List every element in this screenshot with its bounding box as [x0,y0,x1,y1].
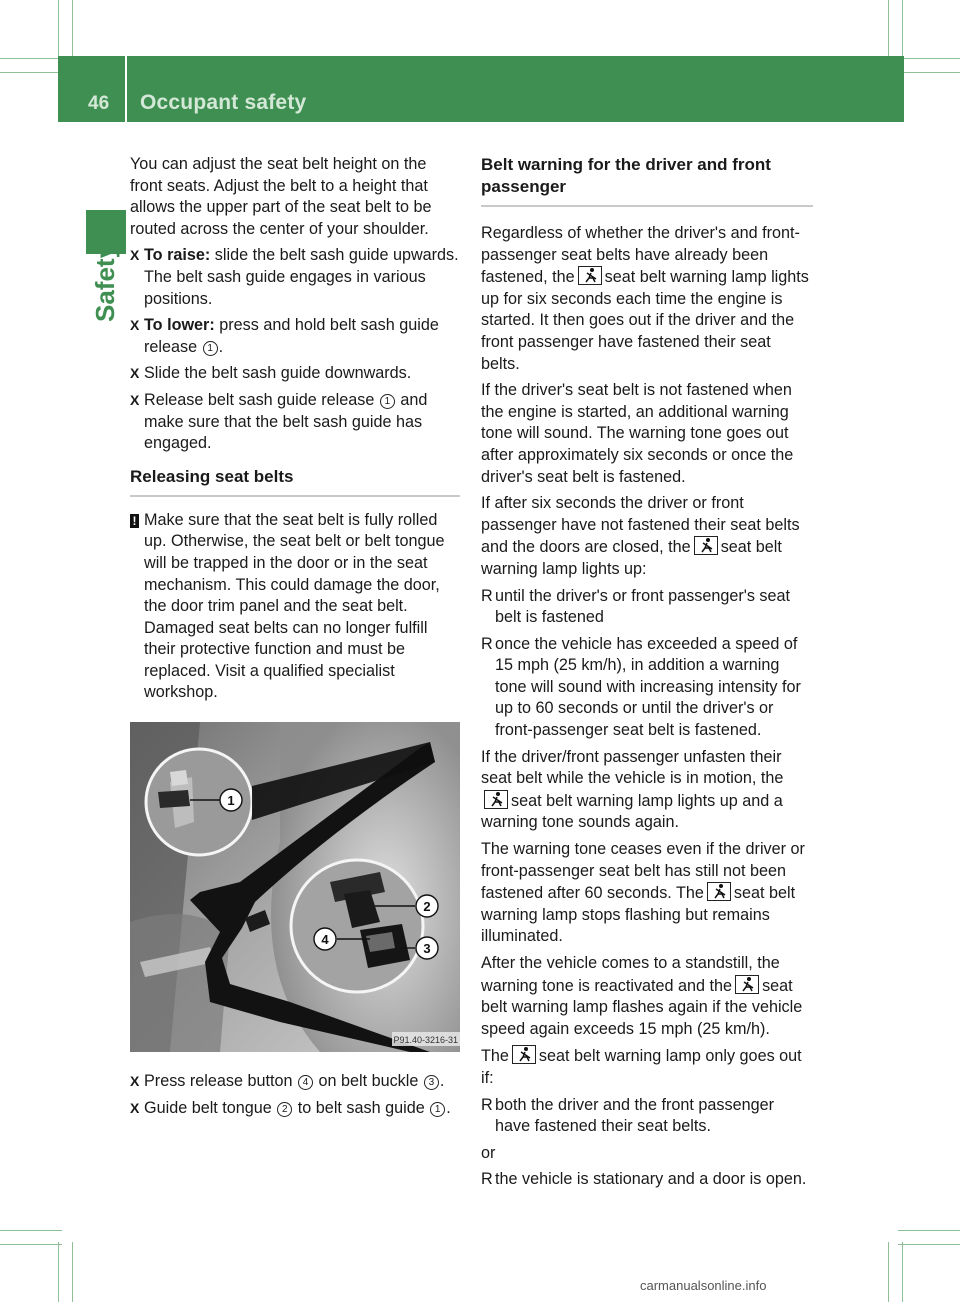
releasing-heading: Releasing seat belts [130,466,460,497]
paragraph [481,493,813,580]
list-item [481,634,813,742]
step-body: slide the belt sash guide upwards. The belt sash guide engages in various positions. [144,246,459,308]
page-number: 46 [88,93,110,114]
crop-mark [898,1244,960,1245]
callout-ref: 3 [424,1075,439,1090]
paragraph [481,953,813,1040]
crop-mark [888,0,889,62]
list-item-text: once the vehicle has exceeded a speed of 15 mph (25 km/h), in addition a warning tone will sound with increasing intensity for up to 60 seconds or until the driver's or front-passenger seat belt is fastened. [495,634,801,740]
step-body: Press release button [144,1072,297,1091]
crop-mark [902,0,903,62]
step-text [144,315,460,358]
seat-belt-warning-lamp-icon [735,975,759,994]
text-run: seat belt warning lamp lights up and a warning tone sounds again. [481,791,783,832]
crop-mark [72,0,73,62]
step-tail: . [446,1098,451,1117]
arrow-step-icon: X [130,1099,140,1116]
text-run: If after six seconds the driver or front passenger have not fastened their seat belts and the doors are closed, the [481,494,800,557]
text-run: seat belt warning lamp lights up for six seconds each time the engine is started. It then goes out if the driver and the front passenger have fastened their seat belts. [481,268,809,373]
text-run: seat belt warning lamp flashes again if the vehicle speed again exceeds 15 mph (25 km/h). [481,976,803,1038]
seat-belt-warning-lamp-icon [512,1045,536,1064]
crop-mark [0,58,62,59]
seat-belt-figure [130,722,460,1052]
step-label: To lower: [144,316,215,335]
bullet-dot-icon: R [481,1095,493,1114]
callout-label: 3 [423,941,431,957]
list-item-text: both the driver and the front passenger have fastened their seat belts. [495,1095,774,1136]
bullet-dot-icon: R [481,1170,493,1189]
step-item [130,390,460,455]
step-text [144,1098,451,1120]
text-run: Regardless of whether the driver's and front-passenger seat belts have already been fastened, the [481,224,800,287]
step-tail: . [439,1072,445,1091]
callout-ref: 1 [380,394,395,409]
side-tab-label [86,243,126,332]
callout-ref: 1 [430,1102,445,1117]
side-tab-text: Safety [90,243,120,322]
header-divider [125,56,127,122]
figure-code: P91.40-3216-31 [393,1035,458,1046]
step-item [130,315,460,358]
bullet-dot-icon: R [481,634,493,653]
step-body: to belt sash guide [293,1098,430,1117]
warning-note [130,510,460,704]
arrow-step-icon: X [130,317,140,334]
paragraph [481,223,813,375]
section-title: Occupant safety [140,91,307,114]
crop-mark [888,1242,889,1302]
text-run: seat belt warning lamp stops flashing but remains illuminated. [481,884,796,946]
step-body: Release belt sash guide release [144,390,379,409]
text-run: seat belt warning lamp only goes out if: [481,1047,802,1087]
crop-mark [898,1230,960,1231]
crop-mark [898,58,960,59]
callout-ref: 1 [203,341,218,356]
left-column [130,154,460,1124]
list-item [481,586,813,629]
crop-mark [58,1242,59,1302]
right-column [481,154,813,1196]
callout-label: 2 [423,899,431,915]
crop-mark [0,1244,62,1245]
crop-mark [902,1242,903,1302]
step-body: press and hold belt sash guide release [144,316,439,356]
step-item [130,1098,460,1120]
callout-ref: 4 [298,1075,313,1090]
seat-belt-illustration [130,722,460,1052]
text-run: If the driver/front passenger unfasten their seat belt while the vehicle is in motion, the [481,747,784,788]
arrow-step-icon: X [130,365,140,382]
watermark: carmanualsonline.info [640,1278,767,1293]
seat-belt-warning-lamp-icon [694,536,718,555]
step-tail: and make sure that the belt sash guide has engaged. [144,390,428,453]
step-tail: . [218,337,224,356]
callout-label: 4 [321,932,329,948]
text-run: After the vehicle comes to a standstill, the warning tone is reactivated and the [481,954,780,995]
list-item [481,1095,813,1138]
seat-belt-warning-lamp-icon [578,266,602,285]
paragraph [481,1045,813,1089]
intro-paragraph: You can adjust the seat belt height on the front seats. Adjust the belt to a height that allows the upper part of the seat belt to be routed across the center of your shoulder. [130,155,432,238]
step-body: on belt buckle [313,1072,423,1091]
step-label: To raise: [144,246,211,265]
crop-mark [898,72,960,73]
callout-ref: 2 [277,1102,292,1117]
arrow-step-icon: X [130,1073,140,1090]
crop-mark [0,1230,62,1231]
paragraph: If the driver's seat belt is not fastened when the engine is started, an additional warning tone will sound. The warning tone goes out after approximately six seconds or once the driver's seat belt is fastened. [481,381,794,486]
seat-belt-warning-lamp-icon [707,882,731,901]
step-item [130,363,460,385]
text-run: seat belt warning lamp lights up: [481,538,782,578]
crop-mark [58,0,59,62]
step-text [144,245,460,310]
step-text [144,390,460,455]
arrow-step-icon: X [130,247,140,264]
crop-mark [72,1242,73,1302]
arrow-step-icon: X [130,391,140,408]
text-run: The warning tone ceases even if the driver or front-passenger seat belt has still not been fastened after 60 seconds. The [481,840,805,903]
step-item [130,1071,460,1093]
bullet-dot-icon: R [481,586,493,605]
or-text: or [481,1143,496,1162]
belt-warning-heading: Belt warning for the driver and front passenger [481,154,813,207]
paragraph [481,839,813,948]
step-text [144,1071,444,1093]
warning-text: Make sure that the seat belt is fully rolled up. Otherwise, the seat belt or belt tongue will be trapped in the door or in the seat mechanism. This could damage the door, the door trim panel and the seat belt. Damaged seat belts can no longer fulfill their protective function and must be replaced. Visit a qualified specialist workshop. [144,510,445,702]
list-item [481,1169,813,1191]
step-text: Slide the belt sash guide downwards. [144,364,412,383]
seat-belt-warning-lamp-icon [484,790,508,809]
text-run: The [481,1047,509,1066]
callout-label: 1 [227,793,235,809]
exclamation-icon: ! [130,514,139,528]
list-item-text: the vehicle is stationary and a door is open. [495,1170,807,1189]
step-body: Guide belt tongue [144,1098,277,1117]
list-item-text: until the driver's or front passenger's seat belt is fastened [495,586,791,627]
step-item [130,245,460,310]
crop-mark [0,72,62,73]
paragraph [481,747,813,834]
